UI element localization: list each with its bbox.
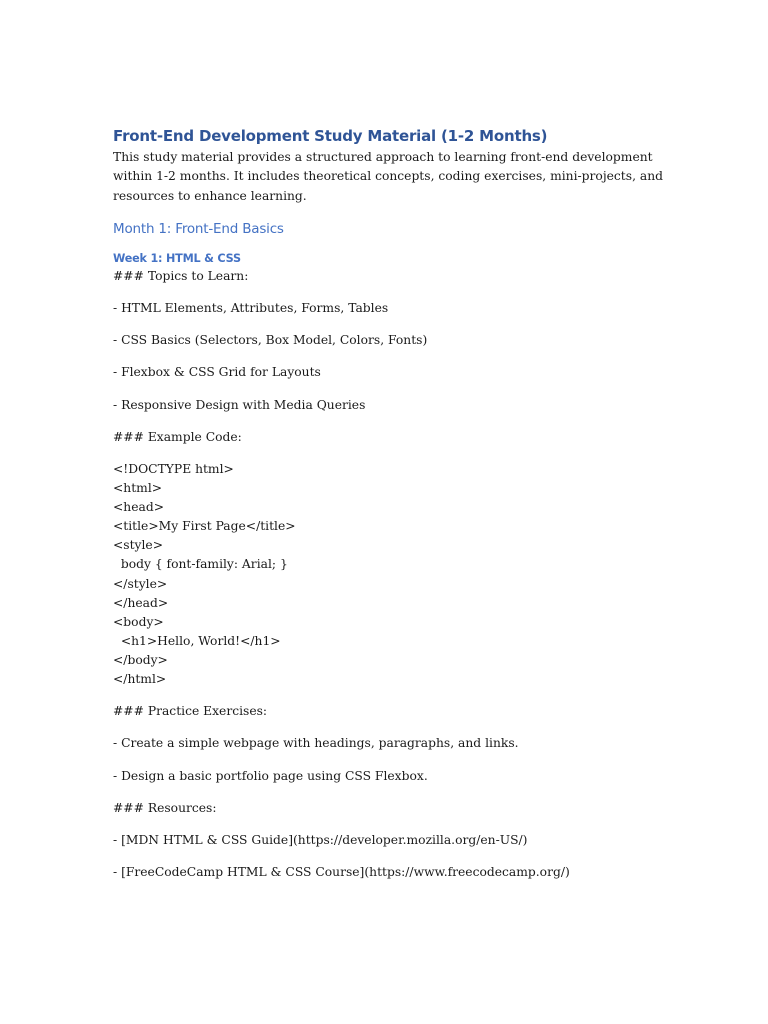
- code-line: </head>: [113, 595, 169, 610]
- week-1-heading: Week 1: HTML & CSS: [113, 251, 241, 265]
- document-page: [113, 124, 673, 882]
- code-line: <h1>Hello, World!</h1>: [113, 633, 281, 648]
- code-line: <head>: [113, 500, 165, 515]
- topic-item: - Flexbox & CSS Grid for Layouts: [113, 365, 321, 380]
- example-code-heading: ### Example Code:: [113, 429, 242, 444]
- intro-paragraph: This study material provides a structured approach to learning front-end development within 1-2 months. It includes theoretical concepts, coding exercises, mini-projects, and resources to enhance learning.: [113, 150, 664, 203]
- code-line: <html>: [113, 481, 163, 496]
- code-line: <!DOCTYPE html>: [113, 462, 234, 477]
- exercise-item: - Design a basic portfolio page using CSS Flexbox.: [113, 768, 428, 783]
- resources-heading: ### Resources:: [113, 800, 217, 815]
- document-title: Front-End Development Study Material (1-2 Months): [113, 127, 548, 145]
- code-line: <style>: [113, 538, 164, 553]
- code-line: </style>: [113, 576, 168, 591]
- code-line: </html>: [113, 672, 167, 687]
- topics-heading: ### Topics to Learn:: [113, 268, 249, 283]
- code-line: body { font-family: Arial; }: [113, 557, 288, 572]
- month-1-heading: Month 1: Front-End Basics: [113, 220, 284, 237]
- topic-item: - HTML Elements, Attributes, Forms, Tables: [113, 301, 389, 316]
- topic-item: - Responsive Design with Media Queries: [113, 397, 366, 412]
- code-line: <body>: [113, 614, 164, 629]
- topic-item: - CSS Basics (Selectors, Box Model, Colors, Fonts): [113, 333, 428, 348]
- code-line: </body>: [113, 652, 168, 667]
- code-block: [113, 460, 673, 689]
- code-line: <title>My First Page</title>: [113, 519, 296, 534]
- resource-link[interactable]: - [FreeCodeCamp HTML & CSS Course](https://www.freecodecamp.org/): [113, 865, 570, 880]
- practice-exercises-heading: ### Practice Exercises:: [113, 704, 268, 719]
- exercise-item: - Create a simple webpage with headings, paragraphs, and links.: [113, 736, 519, 751]
- resource-link[interactable]: - [MDN HTML & CSS Guide](https://developer.mozilla.org/en-US/): [113, 832, 528, 847]
